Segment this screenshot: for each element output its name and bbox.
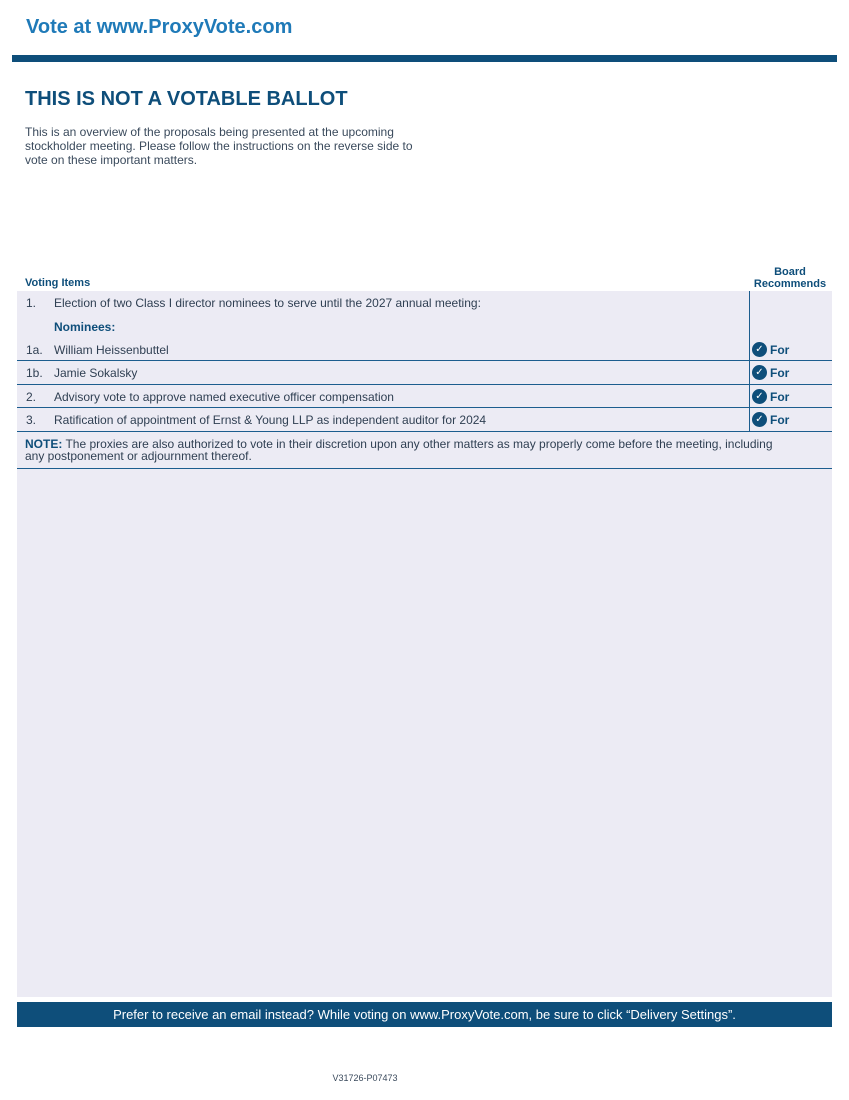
board-header-line2: Recommends	[753, 278, 827, 290]
item-number: 3.	[26, 413, 37, 427]
board-recommendation	[752, 365, 789, 380]
delivery-settings-banner: Prefer to receive an email instead? While voting on www.ProxyVote.com, be sure to click “Delivery Settings”.	[17, 1002, 832, 1027]
item-text: Advisory vote to approve named executive officer compensation	[54, 390, 394, 404]
item-number: 1b.	[26, 366, 43, 380]
board-recommendation	[752, 342, 789, 357]
item-text: Jamie Sokalsky	[54, 366, 138, 380]
recommendation-column-divider	[749, 291, 750, 431]
item-number: 1.	[26, 296, 37, 310]
check-circle-icon: ✓	[752, 412, 767, 427]
note-text	[25, 438, 785, 462]
item-text: Ratification of appointment of Ernst & Young LLP as independent auditor for 2024	[54, 413, 487, 427]
recommendation-label: For	[770, 412, 790, 427]
note-body: The proxies are also authorized to vote in their discretion upon any other matters as may properly come before the meeting, including any postponement or adjournment thereof.	[25, 437, 773, 463]
row-divider	[17, 407, 832, 408]
item-number: 1a.	[26, 343, 43, 357]
check-circle-icon: ✓	[752, 389, 767, 404]
row-divider	[17, 360, 832, 361]
recommendation-label: For	[770, 342, 790, 357]
document-code: V31726-P07473	[332, 1073, 398, 1083]
row-divider	[17, 431, 832, 432]
row-divider	[17, 384, 832, 385]
board-recommendation	[752, 412, 789, 427]
check-circle-icon: ✓	[752, 342, 767, 357]
item-text: William Heissenbuttel	[54, 343, 169, 357]
board-header-line1: Board	[774, 266, 806, 278]
check-circle-icon: ✓	[752, 365, 767, 380]
board-recommendation	[752, 389, 789, 404]
voting-items-header: Voting Items	[25, 277, 91, 289]
item-text: Election of two Class I director nominees to serve until the 2027 annual meeting:	[54, 296, 481, 310]
header-divider	[12, 55, 837, 62]
page-title: THIS IS NOT A VOTABLE BALLOT	[25, 88, 348, 110]
note-label: NOTE:	[25, 437, 63, 451]
intro-text: This is an overview of the proposals being presented at the upcoming stockholder meeting. Please follow the instructions on the reverse side to vote on these important matters.	[25, 125, 413, 167]
recommendation-label: For	[770, 365, 790, 380]
note-divider	[17, 468, 832, 469]
recommendation-label: For	[770, 389, 790, 404]
nominees-label: Nominees:	[54, 320, 116, 334]
proxyvote-link[interactable]: Vote at www.ProxyVote.com	[26, 16, 293, 38]
board-recommends-header	[748, 266, 832, 290]
item-number: 2.	[26, 390, 37, 404]
